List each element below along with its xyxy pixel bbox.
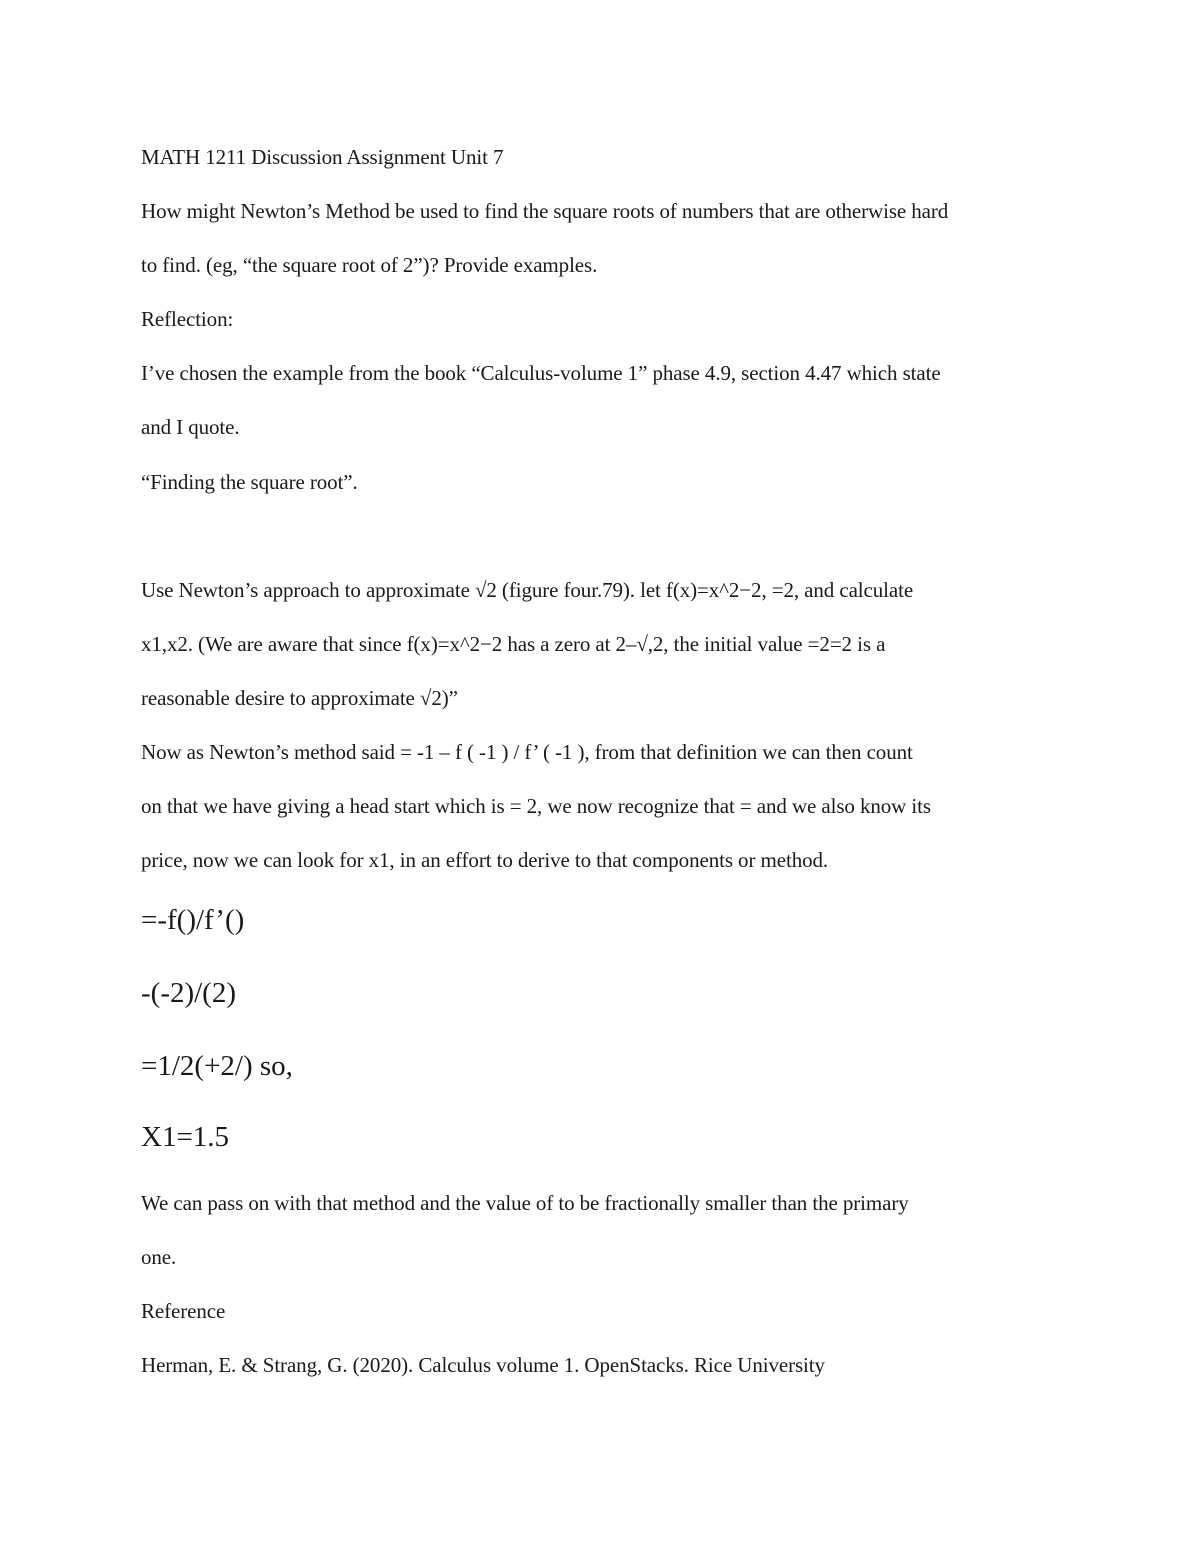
equation-3: =1/2(+2/) so, bbox=[141, 1050, 293, 1082]
equation-4: X1=1.5 bbox=[141, 1121, 230, 1153]
quote-title: “Finding the square root”. bbox=[141, 470, 358, 494]
conclusion-line-2: one. bbox=[141, 1245, 177, 1269]
equation-1: =-f()/f’() bbox=[141, 904, 245, 936]
intro-line-2: and I quote. bbox=[141, 415, 240, 439]
question-line-1: How might Newton’s Method be used to find the square roots of numbers that are otherwise hard bbox=[141, 199, 949, 223]
document-title: MATH 1211 Discussion Assignment Unit 7 bbox=[141, 145, 504, 169]
quote-line-1: Use Newton’s approach to approximate √2 (figure four.79). let f(x)=x^2−2, =2, and calculate bbox=[141, 578, 914, 602]
explanation-line-1: Now as Newton’s method said = -1 – f ( -1 ) / f’ ( -1 ), from that definition we can then count bbox=[141, 740, 913, 764]
explanation-line-3: price, now we can look for x1, in an effort to derive to that components or method. bbox=[141, 848, 829, 872]
quote-line-2: x1,x2. (We are aware that since f(x)=x^2−2 has a zero at 2–√,2, the initial value =2=2 is a bbox=[141, 632, 886, 656]
intro-line-1: I’ve chosen the example from the book “Calculus-volume 1” phase 4.9, section 4.47 which state bbox=[141, 361, 941, 385]
quote-line-3: reasonable desire to approximate √2)” bbox=[141, 686, 458, 710]
conclusion-line-1: We can pass on with that method and the value of to be fractionally smaller than the primary bbox=[141, 1191, 909, 1215]
reference-entry: Herman, E. & Strang, G. (2020). Calculus volume 1. OpenStacks. Rice University bbox=[141, 1353, 825, 1377]
explanation-line-2: on that we have giving a head start which is = 2, we now recognize that = and we also know its bbox=[141, 794, 931, 818]
reflection-heading: Reflection: bbox=[141, 307, 234, 331]
equation-2: -(-2)/(2) bbox=[141, 977, 237, 1009]
question-line-2: to find. (eg, “the square root of 2”)? Provide examples. bbox=[141, 253, 598, 277]
reference-heading: Reference bbox=[141, 1299, 226, 1323]
